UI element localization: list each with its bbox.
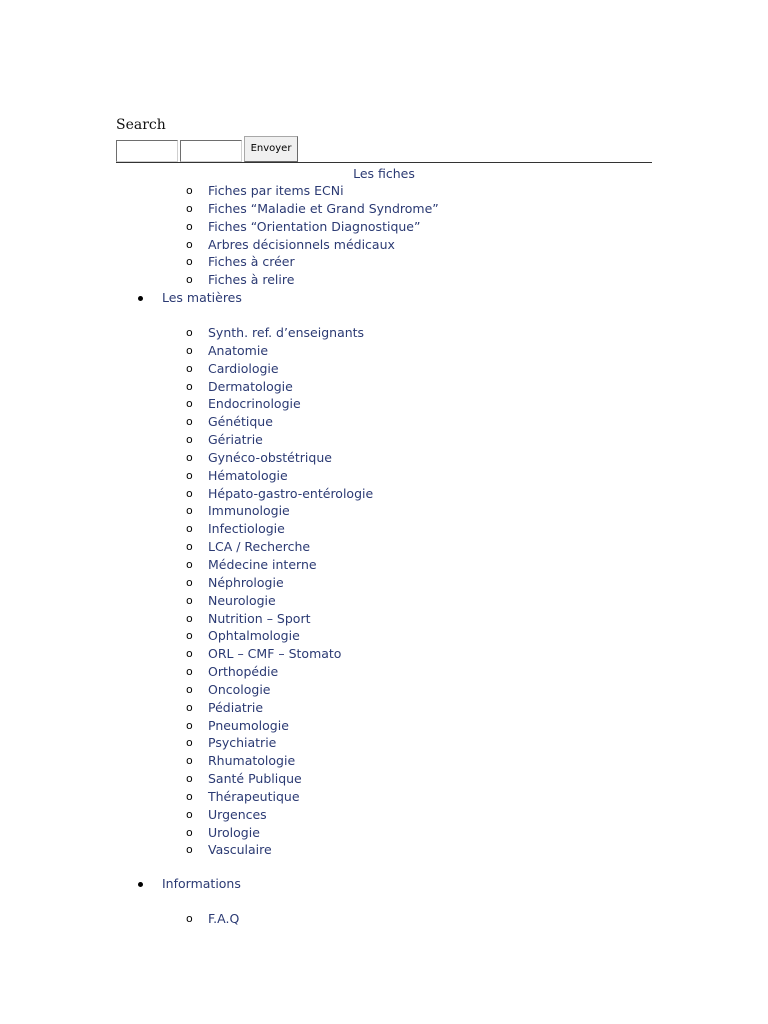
circle-bullet-icon: o xyxy=(186,789,193,803)
menu-item[interactable]: o Immunologie xyxy=(186,503,290,519)
circle-bullet-icon: o xyxy=(186,397,193,411)
circle-bullet-icon: o xyxy=(186,629,193,643)
menu-item[interactable]: o Hépato-gastro-entérologie xyxy=(186,485,374,501)
menu-item[interactable]: o Synth. ref. d’enseignants xyxy=(186,325,365,340)
menu-item[interactable]: o Psychiatrie xyxy=(186,735,277,751)
menu-item[interactable]: o Rhumatologie xyxy=(186,753,296,769)
menu-item[interactable]: o Orthopédie xyxy=(186,664,279,680)
menu-item[interactable]: o Fiches “Maladie et Grand Syndrome” xyxy=(186,200,439,216)
circle-bullet-icon: o xyxy=(186,326,193,339)
circle-bullet-icon: o xyxy=(186,772,193,786)
disc-bullet-icon xyxy=(138,882,143,887)
menu-item[interactable]: o F.A.Q xyxy=(186,911,240,926)
informations-list xyxy=(186,910,240,928)
menu-item[interactable]: o Gynéco-obstétrique xyxy=(186,449,332,465)
menu-item[interactable]: o Endocrinologie xyxy=(186,396,301,412)
menu-item[interactable]: o Arbres décisionnels médicaux xyxy=(186,236,395,252)
menu-item[interactable]: o Fiches “Orientation Diagnostique” xyxy=(186,218,421,234)
menu-item[interactable]: o Santé Publique xyxy=(186,771,302,787)
circle-bullet-icon: o xyxy=(186,611,193,625)
circle-bullet-icon: o xyxy=(186,700,193,714)
circle-bullet-icon: o xyxy=(186,450,193,464)
circle-bullet-icon: o xyxy=(186,522,193,536)
menu-item[interactable]: o Médecine interne xyxy=(186,556,317,572)
circle-bullet-icon: o xyxy=(186,825,193,839)
menu-item[interactable]: o Pédiatrie xyxy=(186,699,264,715)
circle-bullet-icon: o xyxy=(186,593,193,607)
menu-item[interactable]: o Vasculaire xyxy=(186,842,272,858)
search-input[interactable] xyxy=(116,140,178,162)
menu-item[interactable]: o Neurologie xyxy=(186,592,276,608)
circle-bullet-icon: o xyxy=(186,343,193,357)
circle-bullet-icon: o xyxy=(186,504,193,518)
menu-item[interactable]: o Gériatrie xyxy=(186,432,263,448)
menu-item[interactable]: o Fiches par items ECNi xyxy=(186,183,344,198)
menu-item[interactable]: o Urologie xyxy=(186,824,260,840)
circle-bullet-icon: o xyxy=(186,912,193,925)
menu-item[interactable]: o Anatomie xyxy=(186,342,269,358)
matieres-list xyxy=(186,324,374,859)
circle-bullet-icon: o xyxy=(186,219,193,233)
circle-bullet-icon: o xyxy=(186,468,193,482)
menu-item[interactable]: o Ophtalmologie xyxy=(186,628,300,644)
menu-item[interactable]: o Fiches à relire xyxy=(186,272,295,288)
circle-bullet-icon: o xyxy=(186,273,193,287)
circle-bullet-icon: o xyxy=(186,255,193,269)
divider xyxy=(116,162,652,163)
menu-item[interactable]: o Infectiologie xyxy=(186,521,285,537)
disc-bullet-icon xyxy=(138,296,143,301)
menu-item[interactable]: o LCA / Recherche xyxy=(186,539,311,555)
circle-bullet-icon: o xyxy=(186,361,193,375)
menu-item[interactable]: o Génétique xyxy=(186,414,273,430)
menu-item[interactable]: o ORL – CMF – Stomato xyxy=(186,646,342,662)
circle-bullet-icon: o xyxy=(186,201,193,215)
circle-bullet-icon: o xyxy=(186,807,193,821)
circle-bullet-icon: o xyxy=(186,557,193,571)
circle-bullet-icon: o xyxy=(186,415,193,429)
circle-bullet-icon: o xyxy=(186,647,193,661)
circle-bullet-icon: o xyxy=(186,843,193,857)
send-button[interactable]: Envoyer xyxy=(244,136,298,162)
menu-section-les-matieres[interactable]: Les matières xyxy=(162,289,242,307)
menu-item[interactable]: o Nutrition – Sport xyxy=(186,610,311,626)
menu-item[interactable]: o Cardiologie xyxy=(186,360,279,376)
menu-item[interactable]: o Dermatologie xyxy=(186,378,293,394)
circle-bullet-icon: o xyxy=(186,736,193,750)
circle-bullet-icon: o xyxy=(186,540,193,554)
circle-bullet-icon: o xyxy=(186,754,193,768)
circle-bullet-icon: o xyxy=(186,379,193,393)
menu-item[interactable]: o Urgences xyxy=(186,806,267,822)
circle-bullet-icon: o xyxy=(186,433,193,447)
circle-bullet-icon: o xyxy=(186,665,193,679)
menu-section-informations[interactable]: Informations xyxy=(162,875,241,893)
circle-bullet-icon: o xyxy=(186,237,193,251)
menu-item[interactable]: o Thérapeutique xyxy=(186,788,300,804)
circle-bullet-icon: o xyxy=(186,184,193,197)
circle-bullet-icon: o xyxy=(186,718,193,732)
circle-bullet-icon: o xyxy=(186,486,193,500)
menu-item[interactable]: o Fiches à créer xyxy=(186,254,295,270)
search-label: Search xyxy=(116,117,166,133)
menu-item[interactable]: o Pneumologie xyxy=(186,717,289,733)
menu-section-les-fiches[interactable]: Les fiches xyxy=(353,166,415,181)
menu-item[interactable]: o Néphrologie xyxy=(186,574,284,590)
fiches-list xyxy=(186,182,439,289)
circle-bullet-icon: o xyxy=(186,682,193,696)
search-input-secondary[interactable] xyxy=(180,140,242,162)
menu-item[interactable]: o Hématologie xyxy=(186,467,288,483)
menu-item[interactable]: o Oncologie xyxy=(186,681,271,697)
circle-bullet-icon: o xyxy=(186,575,193,589)
